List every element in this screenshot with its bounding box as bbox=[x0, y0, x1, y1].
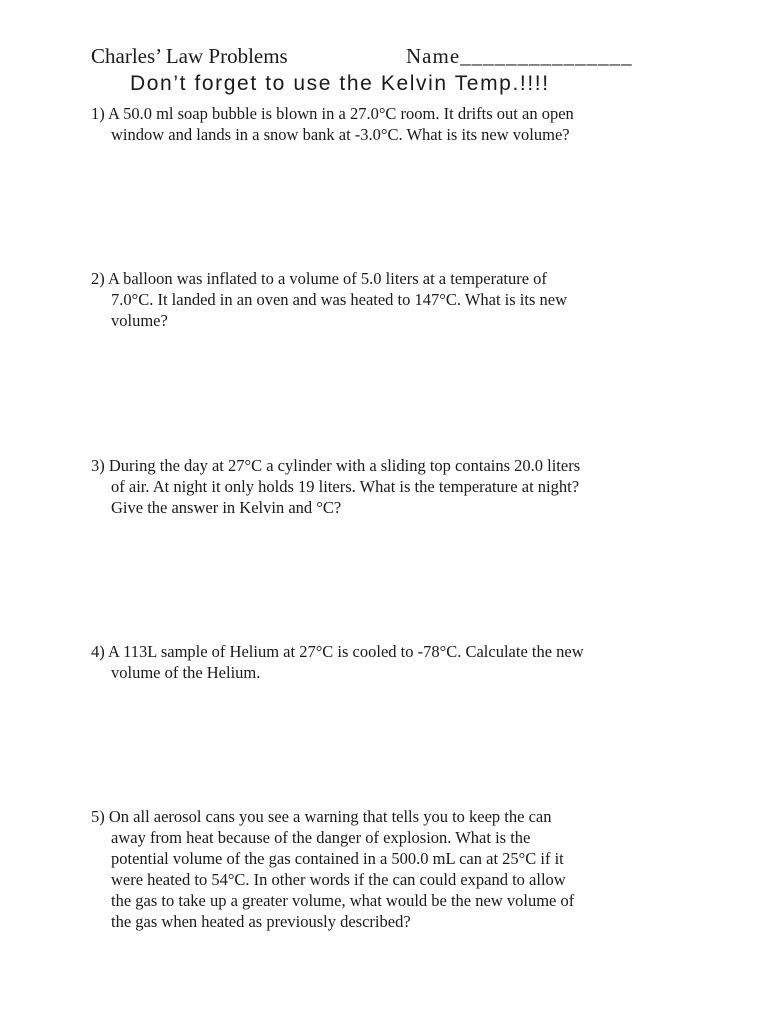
problem-2 bbox=[91, 268, 691, 331]
problem-line: 5) On all aerosol cans you see a warning that tells you to keep the can bbox=[91, 807, 552, 826]
problem-line: potential volume of the gas contained in a 500.0 mL can at 25°C if it bbox=[111, 849, 564, 868]
problem-line: 7.0°C. It landed in an oven and was heated to 147°C. What is its new bbox=[111, 290, 568, 309]
worksheet-header bbox=[91, 44, 731, 72]
problem-1 bbox=[91, 103, 691, 145]
problem-line: of air. At night it only holds 19 liters. What is the temperature at night? bbox=[111, 477, 580, 496]
problem-line: 2) A balloon was inflated to a volume of 5.0 liters at a temperature of bbox=[91, 269, 547, 288]
problem-line: 1) A 50.0 ml soap bubble is blown in a 27.0°C room. It drifts out an open bbox=[91, 104, 574, 123]
worksheet-title: Charles’ Law Problems bbox=[91, 44, 288, 68]
problem-line: were heated to 54°C. In other words if the can could expand to allow bbox=[111, 870, 566, 889]
problem-line: volume? bbox=[111, 311, 168, 330]
problem-line: Give the answer in Kelvin and °C? bbox=[111, 498, 342, 517]
problem-line: 3) During the day at 27°C a cylinder with a sliding top contains 20.0 liters bbox=[91, 456, 581, 475]
problem-3 bbox=[91, 455, 691, 518]
problem-line: the gas when heated as previously described? bbox=[111, 912, 411, 931]
problem-4 bbox=[91, 641, 691, 683]
problem-line: volume of the Helium. bbox=[111, 663, 261, 682]
name-field: Name_______________ bbox=[406, 44, 633, 68]
problem-line: away from heat because of the danger of explosion. What is the bbox=[111, 828, 531, 847]
problem-line: the gas to take up a greater volume, what would be the new volume of bbox=[111, 891, 575, 910]
problem-line: 4) A 113L sample of Helium at 27°C is cooled to -78°C. Calculate the new bbox=[91, 642, 584, 661]
problem-line: window and lands in a snow bank at -3.0°C. What is its new volume? bbox=[111, 125, 570, 144]
problem-5 bbox=[91, 806, 691, 932]
kelvin-reminder: Don’t forget to use the Kelvin Temp.!!!! bbox=[130, 72, 550, 95]
